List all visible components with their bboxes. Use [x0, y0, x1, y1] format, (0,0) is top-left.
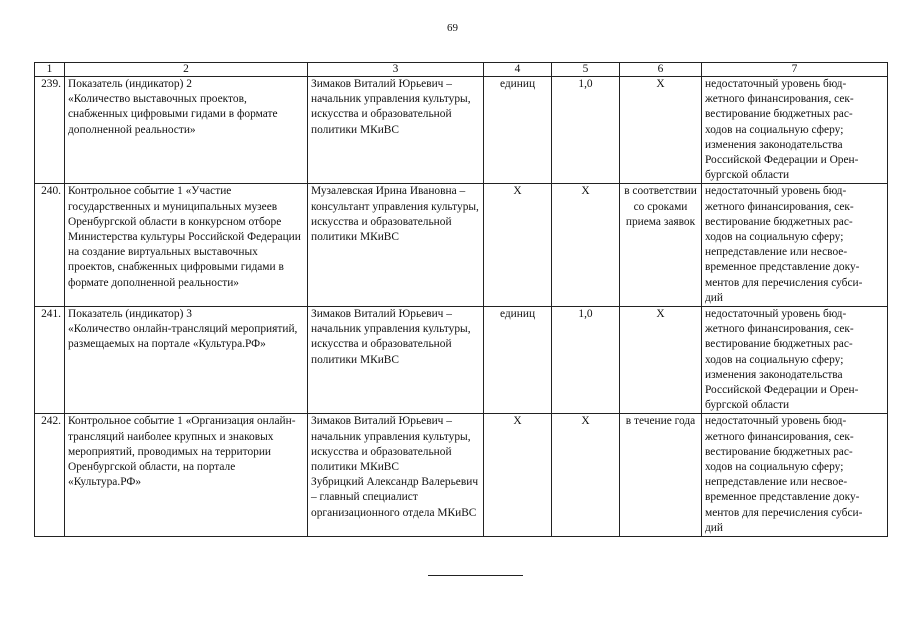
table-row [35, 77, 888, 184]
column-header: 1 [35, 63, 65, 77]
row-risks: недостаточный уровень бюд- жетного финансирования, сек- вестирование бюджетных рас- ходов на социальную сферу; непредставление или несвое- временное представление доку- ментов для перечисления субси- дий [702, 414, 888, 537]
footnote-separator [428, 575, 523, 576]
table-row [35, 414, 888, 537]
row-value: Х [552, 414, 620, 537]
table-row [35, 307, 888, 414]
row-term: в соответствии со сроками приема заявок [620, 184, 702, 307]
page-number: 69 [447, 22, 458, 34]
column-header: 6 [620, 63, 702, 77]
header-row [35, 63, 888, 77]
row-responsible: Зимаков Виталий Юрьевич – начальник управления культуры, искусства и образовательной политики МКиВС Зубрицкий Александр Валерьевич – главный специалист организационного отдела МКиВС [308, 414, 484, 537]
column-header: 2 [65, 63, 308, 77]
row-unit: единиц [484, 77, 552, 184]
row-number: 240. [35, 184, 65, 307]
row-name: Контрольное событие 1 «Участие государственных и муниципальных музеев Оренбургской области в конкурсном отборе Министерства культуры Российской Федерации на создание виртуальных выставочных проектов, снабженных цифровыми гидами в формате дополненной реальности» [65, 184, 308, 307]
row-responsible: Зимаков Виталий Юрьевич – начальник управления культуры, искусства и образовательной политики МКиВС [308, 307, 484, 414]
row-value: Х [552, 184, 620, 307]
column-header: 4 [484, 63, 552, 77]
row-name: Показатель (индикатор) 3 «Количество онлайн-трансляций мероприятий, размещаемых на портале «Культура.РФ» [65, 307, 308, 414]
row-term: Х [620, 307, 702, 414]
document-table [34, 62, 888, 537]
row-term: в течение года [620, 414, 702, 537]
row-number: 239. [35, 77, 65, 184]
row-unit: Х [484, 184, 552, 307]
row-number: 242. [35, 414, 65, 537]
column-header: 7 [702, 63, 888, 77]
row-value: 1,0 [552, 77, 620, 184]
column-header: 3 [308, 63, 484, 77]
row-term: Х [620, 77, 702, 184]
row-name: Показатель (индикатор) 2 «Количество выставочных проектов, снабженных цифровыми гидами в формате дополненной реальности» [65, 77, 308, 184]
table-row [35, 184, 888, 307]
row-responsible: Музалевская Ирина Ивановна – консультант управления культуры, искусства и образовательной политики МКиВС [308, 184, 484, 307]
row-name: Контрольное событие 1 «Организация онлайн-трансляций наиболее крупных и знаковых мероприятий, проводимых на территории Оренбургской области, на портале «Культура.РФ» [65, 414, 308, 537]
row-value: 1,0 [552, 307, 620, 414]
row-number: 241. [35, 307, 65, 414]
row-responsible: Зимаков Виталий Юрьевич – начальник управления культуры, искусства и образовательной политики МКиВС [308, 77, 484, 184]
row-risks: недостаточный уровень бюд- жетного финансирования, сек- вестирование бюджетных рас- ходов на социальную сферу; изменения законодательства Российской Федерации и Орен- бургской области [702, 77, 888, 184]
row-risks: недостаточный уровень бюд- жетного финансирования, сек- вестирование бюджетных рас- ходов на социальную сферу; изменения законодательства Российской Федерации и Орен- бургской области [702, 307, 888, 414]
row-unit: Х [484, 414, 552, 537]
column-header: 5 [552, 63, 620, 77]
row-unit: единиц [484, 307, 552, 414]
row-risks: недостаточный уровень бюд- жетного финансирования, сек- вестирование бюджетных рас- ходов на социальную сферу; непредставление или несвое- временное представление доку- ментов для перечисления субси- дий [702, 184, 888, 307]
